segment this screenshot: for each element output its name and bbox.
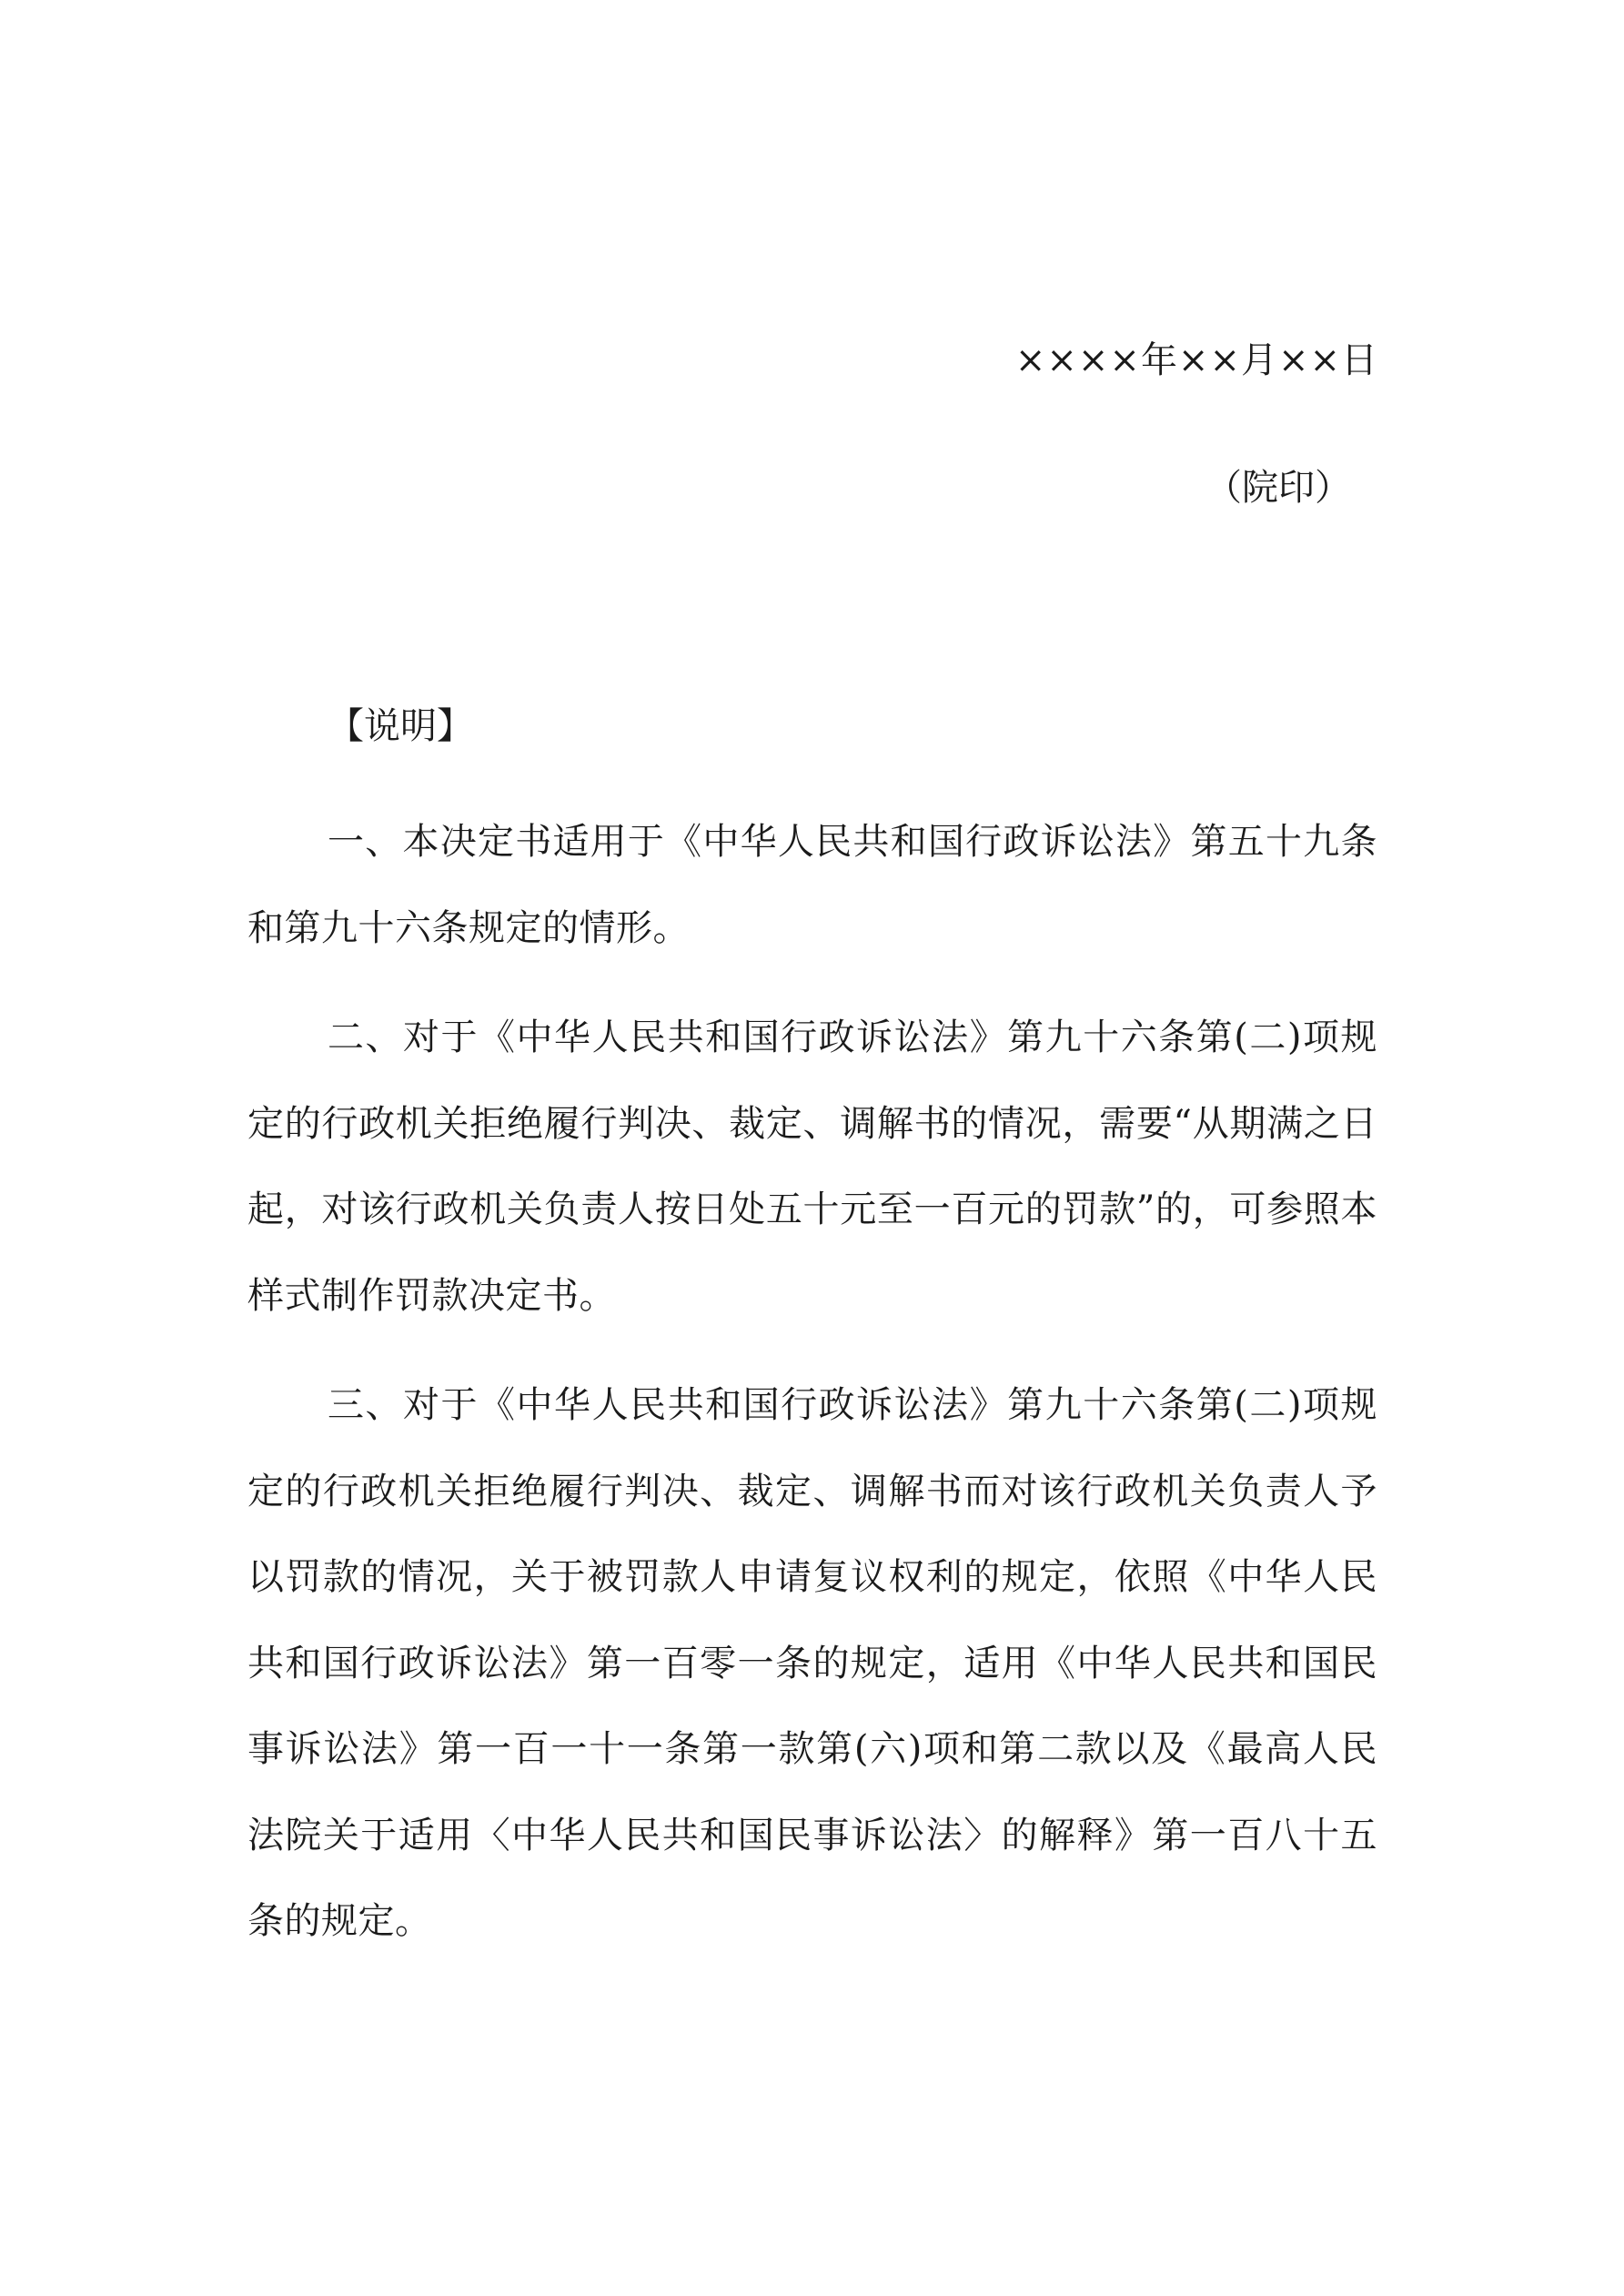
note-item-2: 二、对于《中华人民共和国行政诉讼法》第九十六条第(二)项规定的行政机关拒绝履行判决、裁定、调解书的情况，需要“从期满之日起，对该行政机关负责人按日处五十元至一百元的罚款”的，可参照本样式制作罚款决定书。: [247, 1017, 1377, 1317]
signature-date: ××××年××月××日: [1014, 339, 1378, 381]
note-item-3: 三、对于《中华人民共和国行政诉讼法》第九十六条第(二)项规定的行政机关拒绝履行判决、裁定、调解书而对该行政机关负责人予以罚款的情况，关于被罚款人申请复议权利的规定，依照《中华人民共和国行政诉讼法》第一百零一条的规定，适用《中华人民共和国民事诉讼法》第一百一十一条第一款第(六)项和第二款以及《最高人民法院关于适用〈中华人民共和国民事诉讼法〉的解释》第一百八十五条的规定。: [247, 1384, 1377, 1942]
notes-heading: 【说明】: [328, 705, 473, 747]
notes-section: [247, 701, 1377, 1965]
note-item-1: 一、本决定书适用于《中华人民共和国行政诉讼法》第五十九条和第九十六条规定的情形。: [247, 821, 1377, 949]
court-seal-label: （院印）: [1205, 467, 1351, 509]
